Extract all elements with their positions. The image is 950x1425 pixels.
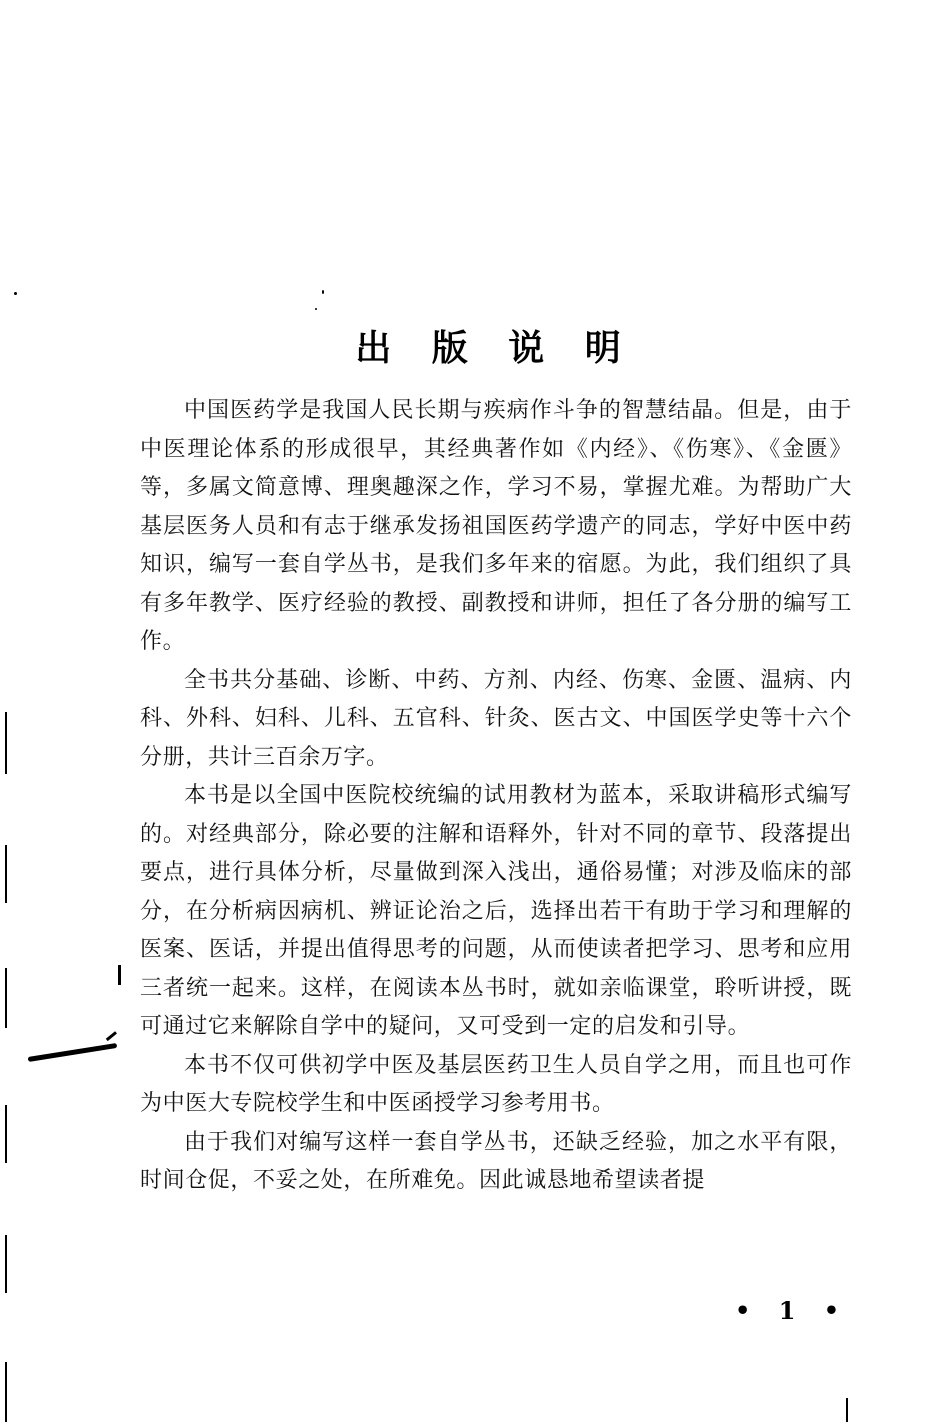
paragraph-5: 由于我们对编写这样一套自学丛书，还缺乏经验，加之水平有限，时间仓促，不妥之处，在所难免。因此诚恳地希望读者提 [140, 1129, 852, 1193]
scan-speck [322, 290, 324, 294]
scan-margin-line [5, 712, 7, 774]
paragraph-3: 本书是以全国中医院校统编的试用教材为蓝本，采取讲稿形式编写的。对经典部分，除必要的注解和语释外，针对不同的章节、段落提出要点，进行具体分析，尽量做到深入浅出，通俗易懂；对涉及临床的部分，在分析病因病机、辨证论治之后，选择出若干有助于学习和理解的医案、医话，并提出值得思考的问题，从而使读者把学习、思考和应用三者统一起来。这样，在阅读本丛书时，就如亲临课堂，聆听讲授，既可通过它来解除自学中的疑问，又可受到一定的启发和引导。 [140, 783, 852, 1039]
page-title: 出 版 说 明 [355, 327, 635, 370]
paragraph-4: 本书不仅可供初学中医及基层医药卫生人员自学之用，而且也可作为中医大专院校学生和中医函授学习参考用书。 [140, 1052, 852, 1116]
body-text [140, 392, 852, 1201]
scan-margin-line [5, 1362, 7, 1422]
scan-margin-line [5, 1105, 7, 1163]
scan-mark [118, 965, 121, 985]
scan-margin-line [5, 1235, 7, 1293]
paragraph-1: 中国医药学是我国人民长期与疾病作斗争的智慧结晶。但是，由于中医理论体系的形成很早，其经典著作如《内经》、《伤寒》、《金匮》等，多属文简意博、理奥趣深之作，学习不易，掌握尤难。为帮助广大基层医务人员和有志于继承发扬祖国医药学遗产的同志，学好中医中药知识，编写一套自学丛书，是我们多年来的宿愿。为此，我们组织了具有多年教学、医疗经验的教授、副教授和讲师，担任了各分册的编写工作。 [140, 398, 852, 654]
scan-speck [315, 308, 317, 310]
scan-margin-line [5, 968, 7, 1028]
scan-margin-line [846, 1398, 848, 1422]
scan-margin-line [5, 845, 7, 903]
page-number: • 1 • [735, 1296, 850, 1325]
ink-stroke [28, 1043, 118, 1062]
paragraph-2: 全书共分基础、诊断、中药、方剂、内经、伤寒、金匮、温病、内科、外科、妇科、儿科、五官科、针灸、医古文、中国医学史等十六个分册，共计三百余万字。 [140, 667, 852, 770]
scan-speck [14, 292, 17, 295]
